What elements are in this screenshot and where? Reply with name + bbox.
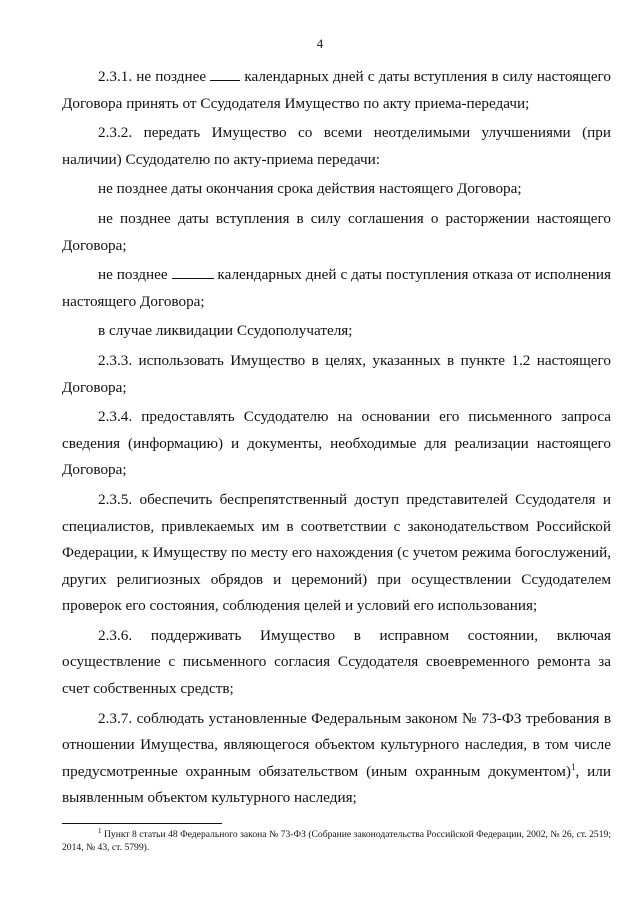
paragraph-text: календарных дней с даты вступления в силу настоящего Договора принять от Ссудодателя Имущество по акту приема-передачи; <box>62 68 612 112</box>
paragraph-2-3-7 <box>62 706 611 812</box>
paragraph-2-3-2: 2.3.2. передать Имущество со всеми неотделимыми улучшениями (при наличии) Ссудодателю по акту-приема передачи: <box>62 124 611 168</box>
blank-field <box>172 264 214 279</box>
paragraph-2-3-3: 2.3.3. использовать Имущество в целях, указанных в пункте 1.2 настоящего Договора; <box>62 351 611 396</box>
paragraph-text: 2.3.1. не позднее <box>98 68 207 85</box>
footnote-marker: 1 <box>98 826 102 835</box>
paragraph-2-3-6: 2.3.6. поддерживать Имущество в исправном состоянии, включая осуществление с письменного согласия Ссудодателя своевременного ремонта за счет собственных средств; <box>62 626 611 698</box>
list-item-refusal <box>62 262 611 315</box>
footnote <box>62 828 611 854</box>
footnote-reference: 1 <box>570 761 576 772</box>
list-item-liquidation: в случае ликвидации Ссудополучателя; <box>98 322 353 340</box>
document-body <box>62 64 611 815</box>
paragraph-text: 2.3.7. соблюдать установленные Федеральным законом № 73-ФЗ требования в отношении Имущества, являющегося объектом культурного наследия, в том числе предусмотренные охранным обязательством (иным охранным документом) <box>62 709 611 780</box>
paragraph-text: не позднее <box>98 266 168 284</box>
paragraph-2-3-4: 2.3.4. предоставлять Ссудодателю на основании его письменного запроса сведения (информацию) и документы, необходимые для реализации настоящего Договора; <box>62 408 611 479</box>
paragraph-text: календарных дней с даты поступления отказа от исполнения настоящего Договора; <box>62 266 612 310</box>
paragraph-text: , или выявленным объектом культурного наследия; <box>62 762 611 807</box>
paragraph-2-3-1 <box>62 64 611 117</box>
list-item-end-of-term: не позднее даты окончания срока действия настоящего Договора; <box>98 180 522 198</box>
blank-field <box>210 66 240 81</box>
page-number: 4 <box>316 36 324 51</box>
footnote-text: Пункт 8 статьи 48 Федерального закона № 73-ФЗ (Собрание законодательства Российской Федерации, 2002, № 26, ст. 2519; 2014, № 43, ст. 5799). <box>62 829 611 853</box>
list-item-termination-agreement: не позднее даты вступления в силу соглашения о расторжении настоящего Договора; <box>62 209 611 254</box>
paragraph-2-3-5: 2.3.5. обеспечить беспрепятственный доступ представителей Ссудодателя и специалистов, привлекаемых им в соответствии с законодательством Российской Федерации, к Имуществу по месту его нахождения (с учетом режима богослужений, других религиозных обрядов и церемоний) при осуществлении Ссудодателем проверок его состояния, соблюдения целей и условий его использования; <box>62 490 611 615</box>
footnote-divider <box>62 823 222 824</box>
